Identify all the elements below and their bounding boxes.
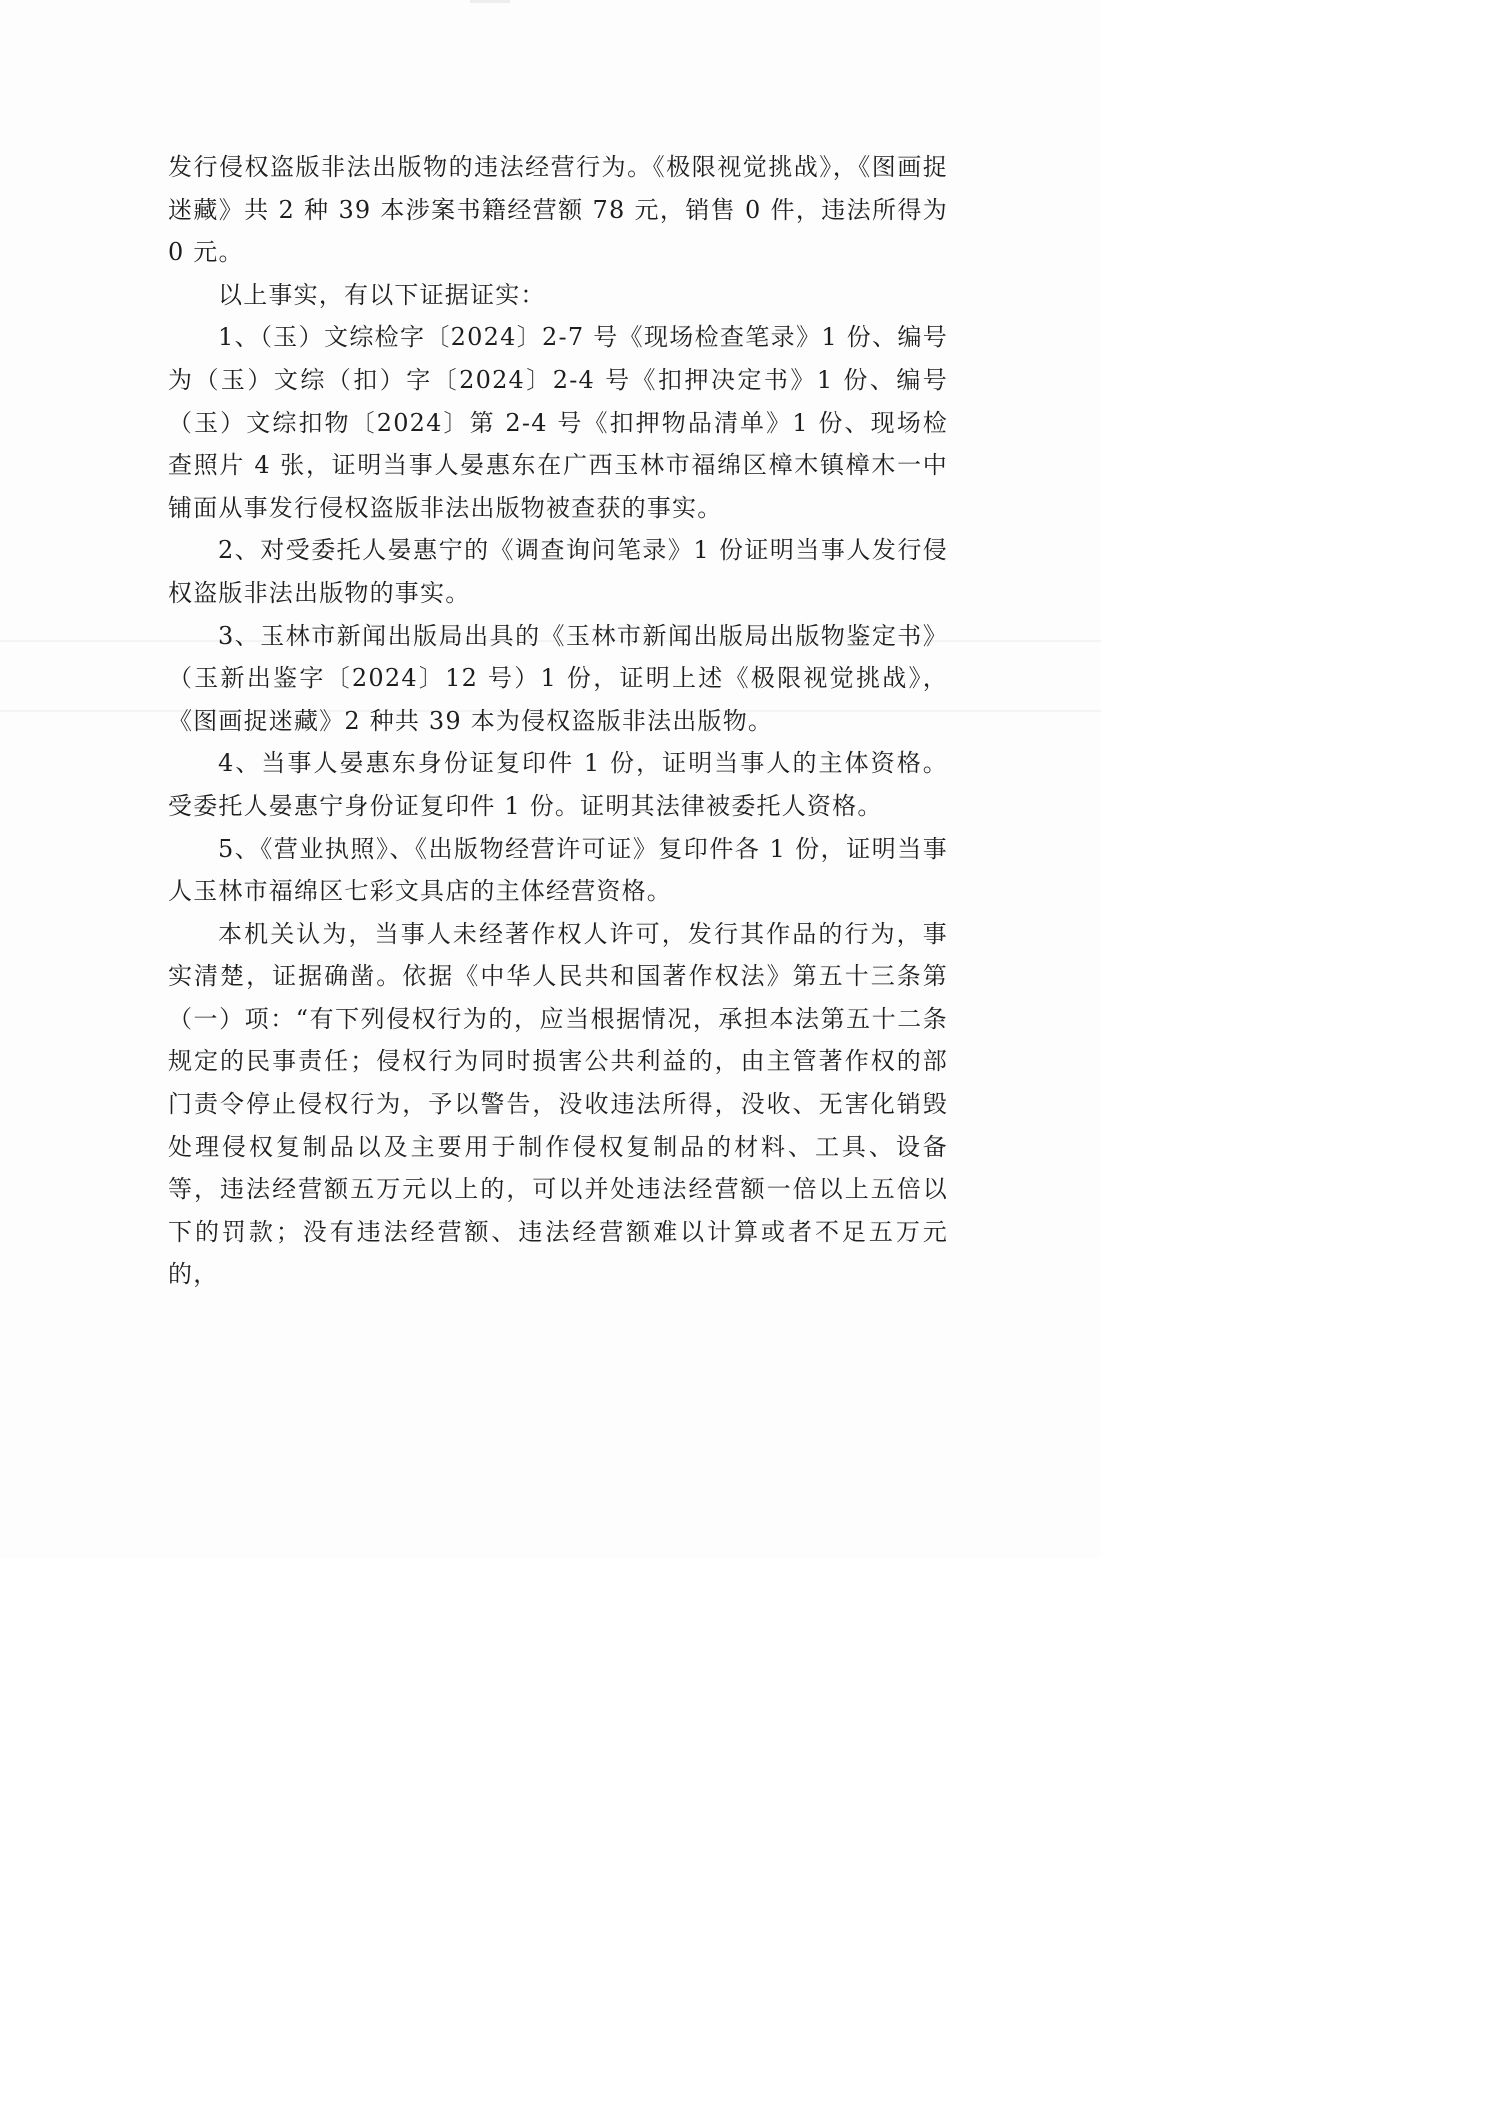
- document-body: [168, 146, 948, 1296]
- paragraph-evidence-4: 4、当事人晏惠东身份证复印件 1 份，证明当事人的主体资格。受委托人晏惠宁身份证复印件 1 份。证明其法律被委托人资格。: [168, 749, 948, 820]
- paragraph-continuation: 发行侵权盗版非法出版物的违法经营行为。《极限视觉挑战》，《图画捉迷藏》共 2 种 39 本涉案书籍经营额 78 元，销售 0 件，违法所得为 0 元。: [168, 153, 948, 267]
- paragraph-legal-basis: 本机关认为，当事人未经著作权人许可，发行其作品的行为，事实清楚，证据确凿。依据《中华人民共和国著作权法》第五十三条第（一）项：“有下列侵权行为的，应当根据情况，承担本法第五十二条规定的民事责任；侵权行为同时损害公共利益的，由主管著作权的部门责令停止侵权行为，予以警告，没收违法所得，没收、无害化销毁处理侵权复制品以及主要用于制作侵权复制品的材料、工具、设备等，违法经营额五万元以上的，可以并处违法经营额一倍以上五倍以下的罚款；没有违法经营额、违法经营额难以计算或者不足五万元的，: [168, 919, 948, 1289]
- paragraph-evidence-2: 2、对受委托人晏惠宁的《调查询问笔录》1 份证明当事人发行侵权盗版非法出版物的事实。: [168, 536, 948, 607]
- paragraph-evidence-5: 5、《营业执照》、《出版物经营许可证》复印件各 1 份，证明当事人玉林市福绵区七彩文具店的主体经营资格。: [168, 834, 948, 906]
- paragraph-evidence-intro: 以上事实，有以下证据证实：: [218, 280, 546, 309]
- paragraph-evidence-1: 1、（玉）文综检字〔2024〕2-7 号《现场检查笔录》1 份、编号为（玉）文综（扣）字〔2024〕2-4 号《扣押决定书》1 份、编号（玉）文综扣物〔2024〕第 2-4 号《扣押物品清单》1 份、现场检查照片 4 张，证明当事人晏惠东在广西玉林市福绵区樟木镇樟木一中铺面从事发行侵权盗版非法出版物被查获的事实。: [168, 323, 948, 522]
- scan-mark: [470, 0, 510, 3]
- paragraph-evidence-3: 3、玉林市新闻出版局出具的《玉林市新闻出版局出版物鉴定书》（玉新出鉴字〔2024〕12 号）1 份，证明上述《极限视觉挑战》，《图画捉迷藏》2 种共 39 本为侵权盗版非法出版物。: [168, 621, 948, 735]
